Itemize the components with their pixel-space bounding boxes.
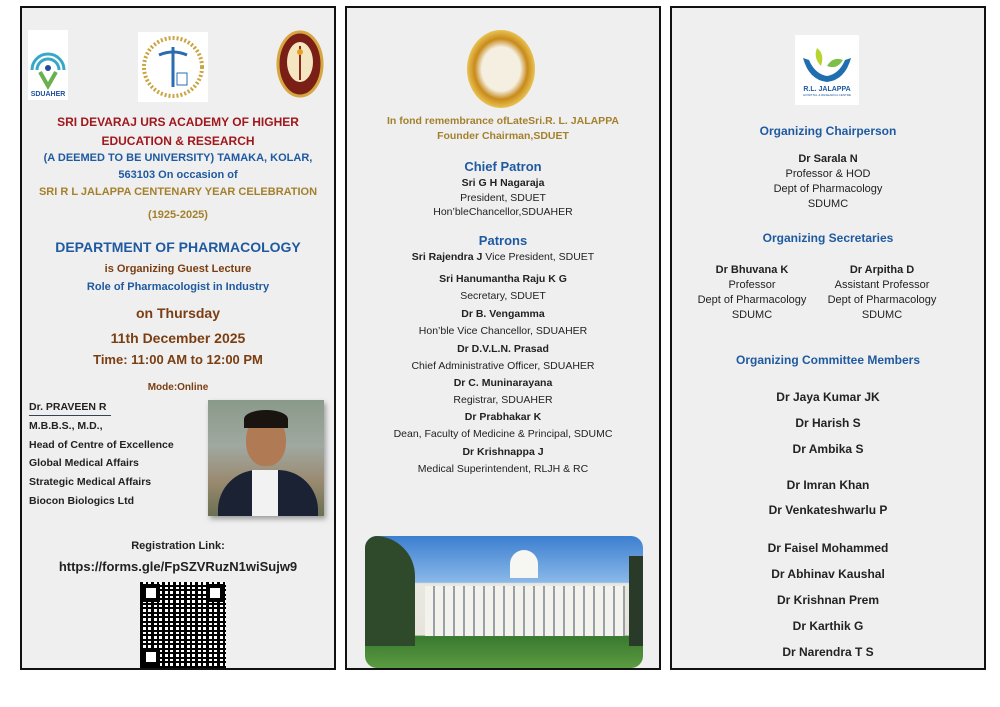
speaker-detail: Biocon Biologics Ltd xyxy=(29,495,134,507)
secretary-detail: Professor xyxy=(728,279,776,291)
registration-label: Registration Link: xyxy=(131,540,225,552)
secretary-detail: Dept of Pharmacology xyxy=(827,294,937,306)
patron-name: Dr D.V.L.N. Prasad xyxy=(457,343,549,355)
founder-title: Founder Chairman,SDUET xyxy=(437,130,569,142)
patron-role: Vice President, SDUET xyxy=(482,251,595,263)
registration-qr-code[interactable] xyxy=(140,582,226,668)
chairperson-detail: Dept of Pharmacology xyxy=(773,183,883,195)
patron-role: Medical Superintendent, RLJH & RC xyxy=(417,463,589,475)
lecture-topic: Role of Pharmacologist in Industry xyxy=(86,281,270,293)
speaker-detail: Global Medical Affairs xyxy=(29,457,139,469)
brochure-panel-left xyxy=(20,6,336,670)
committee-member: Dr Imran Khan xyxy=(786,478,870,492)
committee-member: Dr Krishnan Prem xyxy=(776,593,880,607)
committee-member: Dr Harish S xyxy=(795,416,861,430)
campus-building-photo xyxy=(365,536,643,668)
brochure-panel-right xyxy=(670,6,986,670)
speaker-detail: Strategic Medical Affairs xyxy=(29,476,152,488)
institution-address-line2: 563103 On occasion of xyxy=(118,169,238,181)
speaker-detail: M.B.B.S., M.D., xyxy=(29,420,103,432)
chairperson-name: Dr Sarala N xyxy=(798,153,858,165)
patron-name: Dr Prabhakar K xyxy=(464,411,542,423)
rl-jalappa-hospital-logo xyxy=(795,35,859,105)
event-type: is Organizing Guest Lecture xyxy=(104,263,252,275)
chief-patron-heading: Chief Patron xyxy=(464,159,542,174)
celebration-title: SRI R L JALAPPA CENTENARY YEAR CELEBRATION xyxy=(38,186,318,198)
secretary-card xyxy=(687,263,817,323)
event-time: Time: 11:00 AM to 12:00 PM xyxy=(93,352,263,367)
logo-subtitle: HOSPITAL & RESEARCH CENTRE xyxy=(802,92,851,97)
patron-name: Dr Krishnappa J xyxy=(462,446,544,458)
committee-member: Dr Jaya Kumar JK xyxy=(776,390,880,404)
remembrance-text: In fond remembrance ofLateSri.R. L. JALAPPA xyxy=(386,115,619,127)
svg-text:SDUAHER: SDUAHER xyxy=(30,91,66,98)
committee-member: Dr Venkateshwarlu P xyxy=(768,503,888,517)
event-date: 11th December 2025 xyxy=(110,330,246,346)
committee-member: Dr Abhinav Kaushal xyxy=(771,567,885,581)
committee-heading: Organizing Committee Members xyxy=(735,353,921,367)
secretary-detail: Dept of Pharmacology xyxy=(697,294,807,306)
pharmacology-society-logo xyxy=(138,32,208,102)
committee-member: Dr Ambika S xyxy=(792,442,864,456)
committee-member: Dr Karthik G xyxy=(792,619,864,633)
celebration-years: (1925-2025) xyxy=(148,209,208,221)
patron-name: Dr C. Muninarayana xyxy=(453,377,553,389)
chief-patron-role: President, SDUET xyxy=(460,192,546,204)
patron-name: Dr B. Vengamma xyxy=(461,308,545,320)
department-title: DEPARTMENT OF PHARMACOLOGY xyxy=(55,239,301,255)
secretaries-heading: Organizing Secretaries xyxy=(762,231,894,245)
event-mode: Mode:Online xyxy=(147,382,209,393)
brochure-panel-middle xyxy=(345,6,661,670)
secretary-detail: Assistant Professor xyxy=(834,279,930,291)
secretary-card xyxy=(817,263,947,323)
patron-role: Registrar, SDUAHER xyxy=(453,394,553,406)
secretary-detail: SDUMC xyxy=(861,309,903,321)
patron-name: Sri Hanumantha Raju K G xyxy=(439,273,567,285)
speaker-name: Dr. PRAVEEN R xyxy=(29,399,111,416)
patron-role: Secretary, SDUET xyxy=(460,290,546,302)
patron-entry xyxy=(347,249,659,265)
committee-member: Dr Narendra T S xyxy=(782,645,874,659)
chairperson-detail: Professor & HOD xyxy=(785,168,871,180)
speaker-detail: Head of Centre of Excellence xyxy=(29,439,174,451)
secretary-detail: SDUMC xyxy=(731,309,773,321)
chief-patron-name: Sri G H Nagaraja xyxy=(461,177,545,189)
patron-name: Sri Rajendra J xyxy=(411,251,483,263)
chairperson-heading: Organizing Chairperson xyxy=(759,124,897,138)
committee-member: Dr Faisel Mohammed xyxy=(767,541,889,555)
secretary-name: Dr Bhuvana K xyxy=(715,264,789,276)
chief-patron-role: Hon’bleChancellor,SDUAHER xyxy=(433,206,573,218)
logo-title: R.L. JALAPPA xyxy=(803,85,851,93)
patron-role: Chief Administrative Officer, SDUAHER xyxy=(411,360,595,372)
institution-address-line1: (A DEEMED TO BE UNIVERSITY) TAMAKA, KOLAR, xyxy=(43,152,313,164)
chairperson-detail: SDUMC xyxy=(807,198,849,210)
sdumc-logo xyxy=(276,30,324,98)
event-day: on Thursday xyxy=(135,305,220,321)
institution-name-line1: SRI DEVARAJ URS ACADEMY OF HIGHER xyxy=(57,115,299,129)
founder-portrait xyxy=(467,30,535,108)
patron-role: Hon’ble Vice Chancellor, SDUAHER xyxy=(418,325,588,337)
patrons-heading: Patrons xyxy=(478,233,528,248)
sduaher-logo xyxy=(28,30,68,100)
registration-link[interactable]: https://forms.gle/FpSZVRuzN1wiSujw9 xyxy=(58,559,298,574)
institution-name-line2: EDUCATION & RESEARCH xyxy=(101,134,255,148)
speaker-photo xyxy=(208,400,324,516)
patron-role: Dean, Faculty of Medicine & Principal, SDUMC xyxy=(393,428,613,440)
secretary-name: Dr Arpitha D xyxy=(849,264,915,276)
